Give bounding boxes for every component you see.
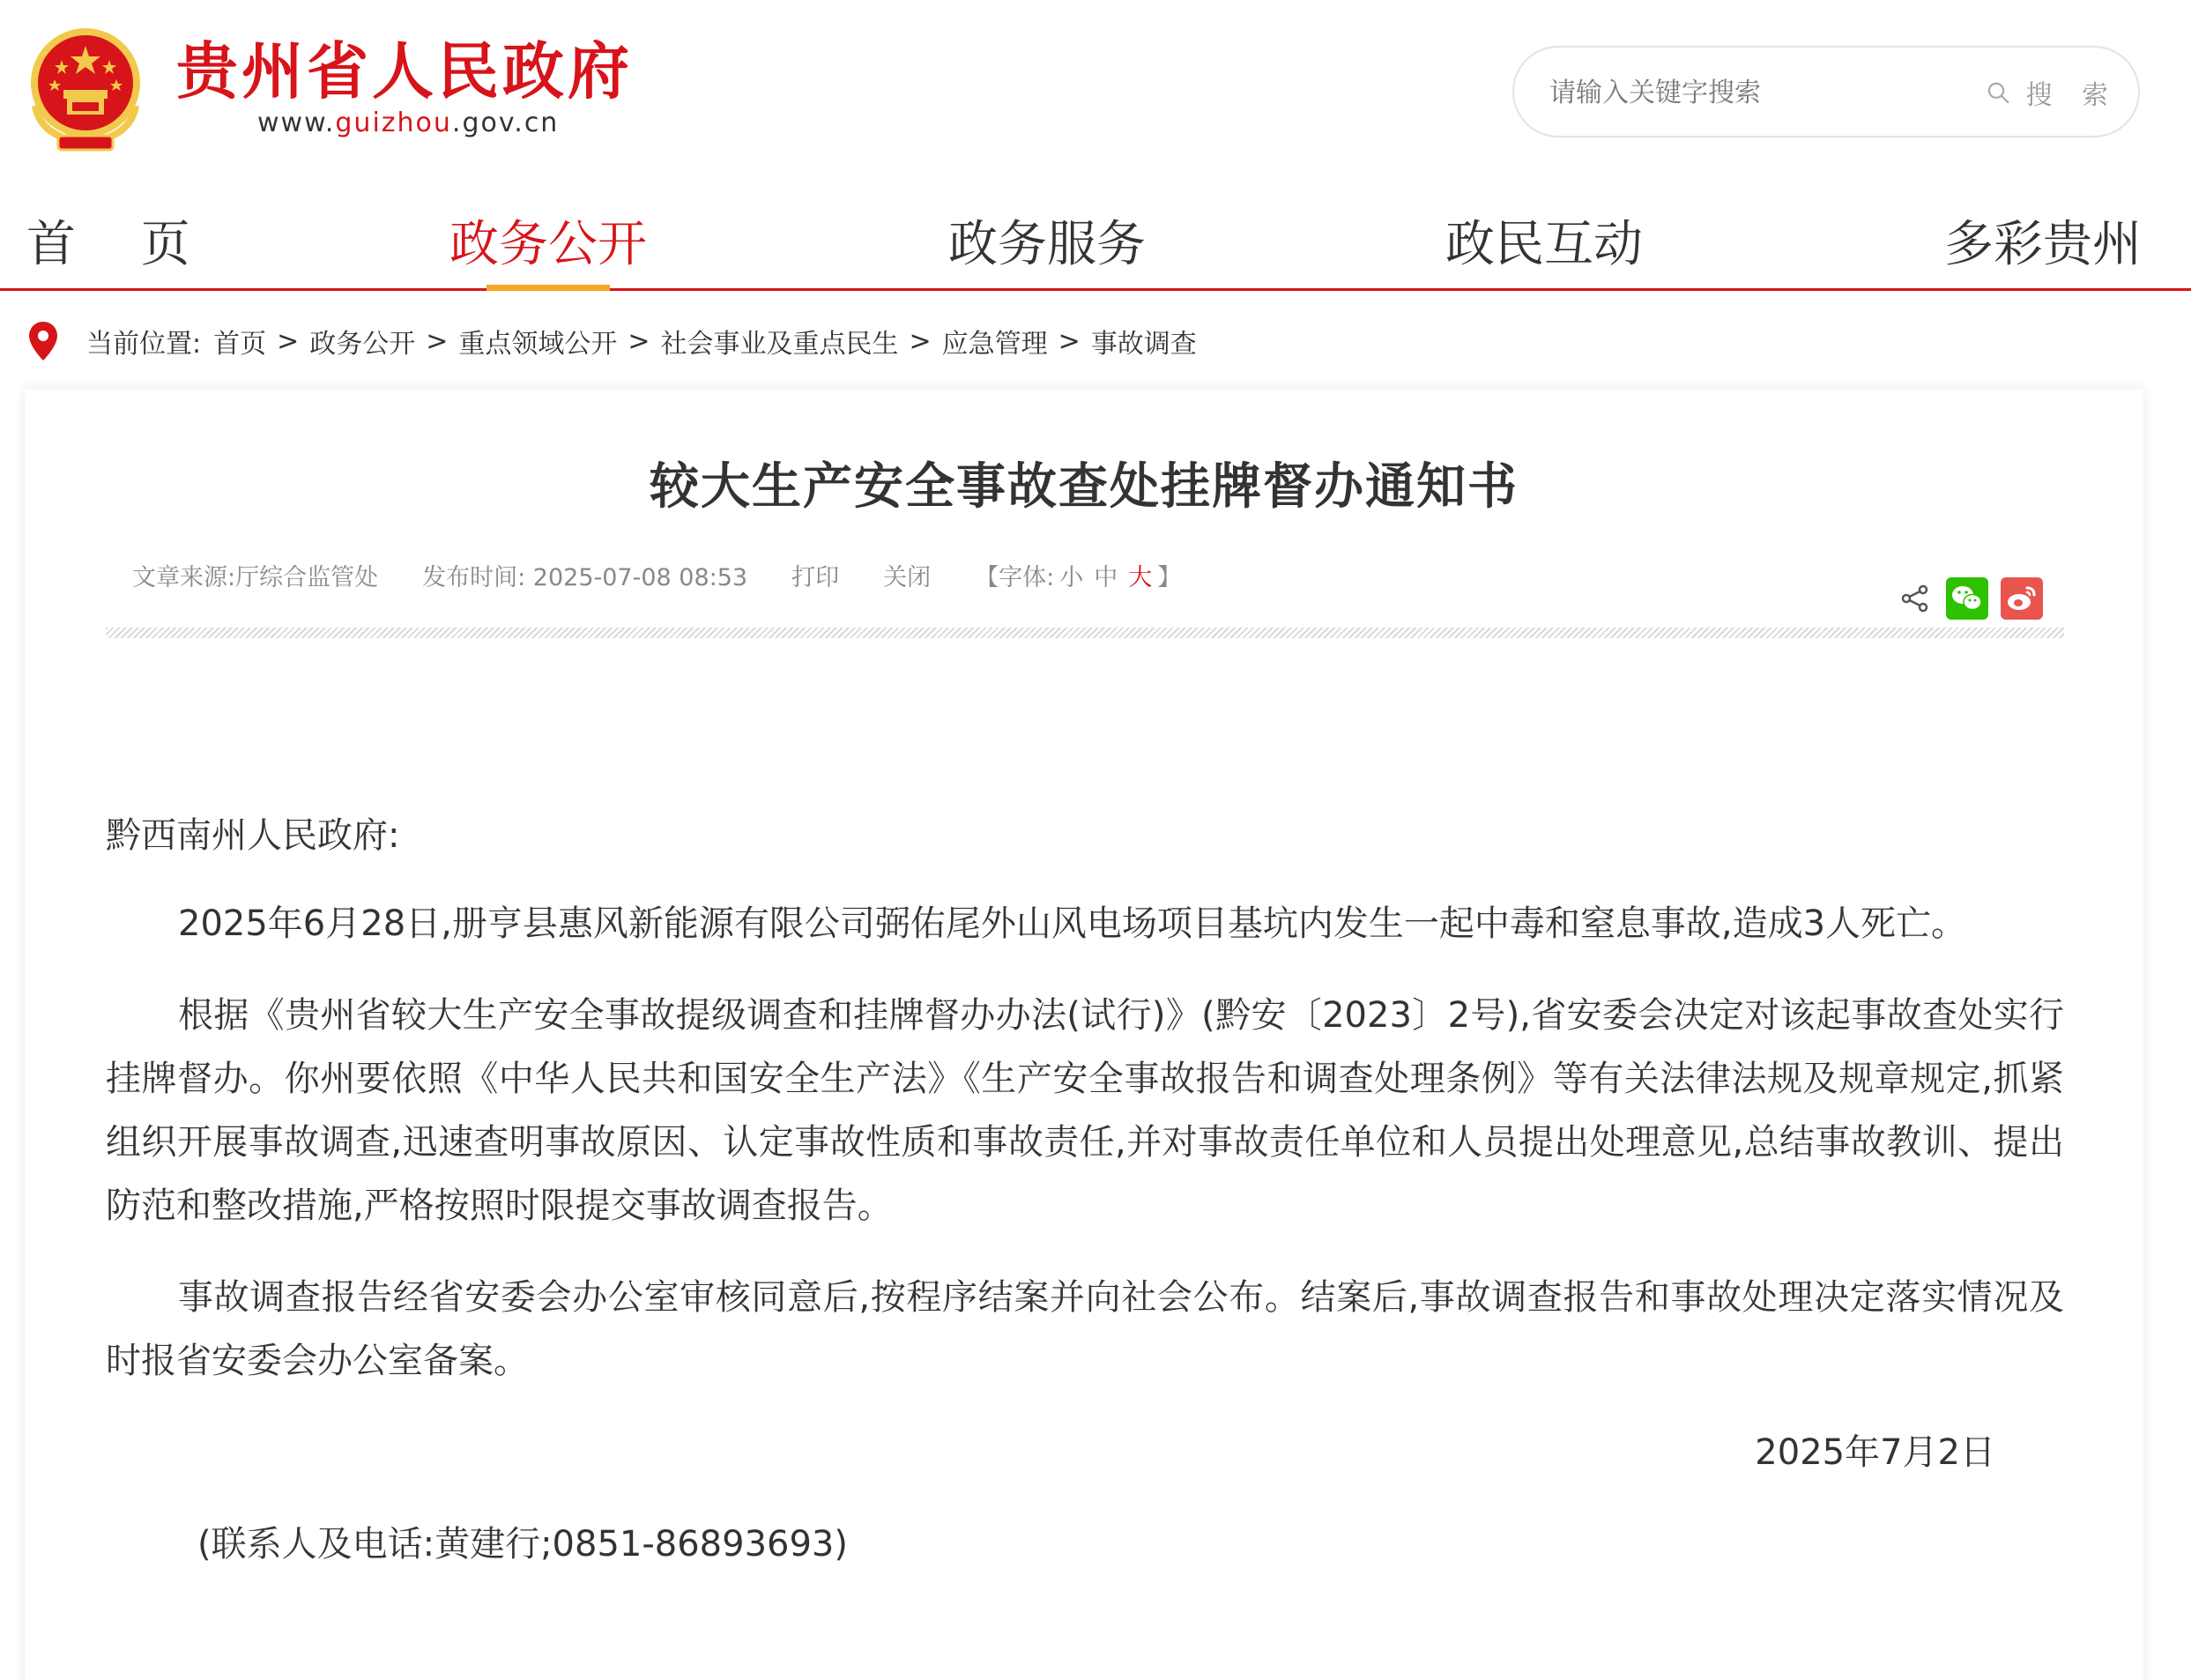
search-button[interactable] [1987,67,2119,118]
breadcrumb-item-gov-affairs-open[interactable]: 政务公开 [309,329,416,360]
font-size-large[interactable]: 大 [1128,563,1153,591]
search-input[interactable] [1549,71,1972,115]
site-header [0,0,2191,194]
breadcrumb-label: 当前位置: [86,329,202,360]
breadcrumb-item-home[interactable]: 首页 [213,329,267,360]
breadcrumb-separator: > [1058,325,1081,357]
article-paragraph-3: 事故调查报告经省安委会办公室审核同意后,按程序结案并向社会公布。结案后,事故调查报告和事故处理决定落实情况及时报省安委会办公室备案。 [106,1277,2064,1381]
search-icon [1987,77,2009,108]
breadcrumb-item-key-areas[interactable]: 重点领域公开 [458,329,618,360]
location-pin-icon [26,320,60,362]
breadcrumb-separator: > [909,325,932,357]
breadcrumb-item-emergency-management[interactable]: 应急管理 [941,329,1048,360]
article-source: 文章来源:厅综合监管处 [132,563,379,591]
close-link[interactable]: 关闭 [883,563,932,591]
nav-item-home[interactable]: 首 页 [26,216,215,273]
article-card [25,390,2143,1680]
font-size-small[interactable]: 小 [1059,563,1084,591]
site-name[interactable]: 贵州省人民政府 [176,35,633,108]
site-url-pre: www. [257,108,336,138]
wechat-icon[interactable] [1946,577,1988,620]
breadcrumb-item-accident-investigation[interactable]: 事故调查 [1090,329,1197,360]
site-url-highlight: guizhou [335,108,452,138]
article-body [106,804,2064,1604]
breadcrumb-item-social-affairs[interactable]: 社会事业及重点民生 [660,329,899,360]
breadcrumb-separator: > [628,325,650,357]
article-paragraph-1: 2025年6月28日,册亨县惠风新能源有限公司弼佑尾外山风电场项目基坑内发生一起中毒和窒息事故,造成3人死亡。 [178,903,1967,944]
title-divider [106,628,2064,638]
site-url [257,108,559,138]
font-size-prefix: 【字体: [975,563,1055,591]
font-size-control [975,558,1181,592]
article-contact: (联系人及电话:黄建行;0851-86893693) [197,1524,848,1565]
print-link[interactable]: 打印 [791,563,840,591]
breadcrumb [26,319,1197,363]
article-title: 较大生产安全事故查处挂牌督办通知书 [650,458,1519,516]
weibo-icon[interactable] [2001,577,2043,620]
search-button-label: 搜 索 [2025,80,2119,111]
article-meta [132,557,1181,592]
breadcrumb-separator: > [426,325,449,357]
nav-item-colorful-guizhou[interactable]: 多彩贵州 [1944,216,2142,273]
nav-item-interaction[interactable]: 政民互动 [1445,216,1643,273]
article-date: 2025年7月2日 [1755,1432,1995,1473]
font-size-suffix: 】 [1157,563,1182,591]
nav-item-gov-affairs-open[interactable]: 政务公开 [449,212,647,291]
share-icon[interactable] [1900,584,1930,613]
nav-item-gov-service[interactable]: 政务服务 [948,216,1146,273]
breadcrumb-separator: > [277,325,300,357]
site-url-post: .gov.cn [451,108,560,138]
search-box [1512,46,2140,138]
article-publish-time: 发布时间: 2025-07-08 08:53 [422,563,748,591]
article-salutation: 黔西南州人民政府: [106,815,400,856]
main-nav [0,199,2191,291]
national-emblem-icon[interactable] [23,25,148,157]
share-bar [1900,576,2043,621]
font-size-medium[interactable]: 中 [1094,563,1118,591]
article-paragraph-2: 根据《贵州省较大生产安全事故提级调查和挂牌督办办法(试行)》(黔安〔2023〕2号),省安委会决定对该起事故查处实行挂牌督办。你州要依照《中华人民共和国安全生产法》《生产安全事故报告和调查处理条例》等有关法律法规及规章规定,抓紧组织开展事故调查,迅速查明事故原因、认定事故性质和事故责任,并对事故责任单位和人员提出处理意见,总结事故教训、提出防范和整改措施,严格按照时限提交事故调查报告。 [106,995,2064,1226]
